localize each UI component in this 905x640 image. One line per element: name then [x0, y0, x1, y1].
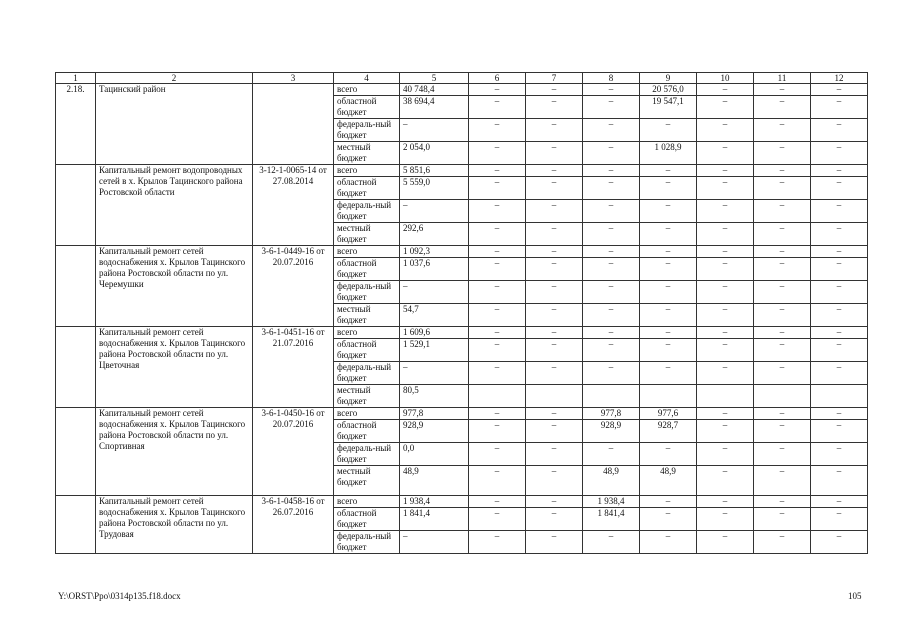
year-value: – [526, 408, 583, 420]
year-value: – [469, 142, 526, 165]
year-value: – [640, 200, 697, 223]
column-number-2: 2 [96, 73, 253, 84]
row-number [56, 408, 96, 496]
year-value: 1 938,4 [583, 496, 640, 508]
column-number-8: 8 [583, 73, 640, 84]
table-row [56, 496, 868, 508]
total-value: – [400, 200, 469, 223]
year-value: – [583, 165, 640, 177]
year-value [640, 385, 697, 408]
funding-source: местный бюджет [334, 223, 400, 246]
year-value: – [754, 327, 811, 339]
year-value: 48,9 [583, 466, 640, 496]
year-value: – [811, 327, 868, 339]
year-value: – [811, 223, 868, 246]
year-value: – [754, 443, 811, 466]
year-value: – [526, 177, 583, 200]
year-value: – [697, 531, 754, 554]
column-number-11: 11 [754, 73, 811, 84]
total-value: 292,6 [400, 223, 469, 246]
year-value: – [697, 466, 754, 496]
year-value: – [754, 531, 811, 554]
year-value: – [754, 496, 811, 508]
total-value: 1 938,4 [400, 496, 469, 508]
year-value: – [469, 119, 526, 142]
year-value: 928,9 [583, 420, 640, 443]
year-value: – [697, 362, 754, 385]
total-value: 38 694,4 [400, 96, 469, 119]
column-number-5: 5 [400, 73, 469, 84]
year-value: – [811, 84, 868, 96]
year-value: 977,6 [640, 408, 697, 420]
total-value: – [400, 119, 469, 142]
year-value: – [640, 362, 697, 385]
year-value: – [526, 339, 583, 362]
document-ref: 3-6-1-0451-16 от 21.07.2016 [253, 327, 334, 408]
year-value: – [583, 258, 640, 281]
year-value: – [469, 165, 526, 177]
year-value: – [583, 223, 640, 246]
funding-source: всего [334, 327, 400, 339]
year-value: – [697, 304, 754, 327]
total-value: 1 092,3 [400, 246, 469, 258]
year-value: – [640, 223, 697, 246]
year-value: – [526, 362, 583, 385]
year-value: – [469, 200, 526, 223]
year-value: – [526, 443, 583, 466]
year-value: – [469, 327, 526, 339]
row-number [56, 496, 96, 554]
year-value: – [811, 443, 868, 466]
year-value: – [583, 246, 640, 258]
funding-source: всего [334, 408, 400, 420]
year-value: – [469, 304, 526, 327]
year-value: – [811, 200, 868, 223]
total-value: 1 609,6 [400, 327, 469, 339]
budget-table [55, 72, 868, 554]
year-value: – [526, 142, 583, 165]
year-value: – [811, 177, 868, 200]
year-value: – [697, 281, 754, 304]
year-value: – [640, 165, 697, 177]
year-value: – [583, 142, 640, 165]
year-value: – [811, 531, 868, 554]
table-row [56, 246, 868, 258]
year-value: – [697, 223, 754, 246]
year-value: – [583, 84, 640, 96]
table-row [56, 327, 868, 339]
year-value: – [754, 96, 811, 119]
column-number-12: 12 [811, 73, 868, 84]
year-value: – [583, 443, 640, 466]
year-value [526, 385, 583, 408]
year-value: – [583, 281, 640, 304]
year-value: – [811, 246, 868, 258]
document-ref: 3-6-1-0449-16 от 20.07.2016 [253, 246, 334, 327]
year-value: – [640, 531, 697, 554]
year-value: – [469, 443, 526, 466]
year-value: – [640, 443, 697, 466]
year-value [811, 385, 868, 408]
table-row [56, 165, 868, 177]
year-value: – [754, 466, 811, 496]
page-number: 105 [848, 591, 862, 601]
year-value: – [526, 165, 583, 177]
funding-source: местный бюджет [334, 142, 400, 165]
document-ref [253, 84, 334, 165]
row-number [56, 327, 96, 408]
year-value: 19 547,1 [640, 96, 697, 119]
table-row [56, 84, 868, 96]
year-value: – [754, 281, 811, 304]
funding-source: местный бюджет [334, 385, 400, 408]
column-number-9: 9 [640, 73, 697, 84]
funding-source: областной бюджет [334, 96, 400, 119]
column-number-1: 1 [56, 73, 96, 84]
year-value: – [583, 327, 640, 339]
year-value: – [469, 420, 526, 443]
total-value: 0,0 [400, 443, 469, 466]
funding-source: областной бюджет [334, 177, 400, 200]
year-value: – [526, 96, 583, 119]
year-value: – [811, 420, 868, 443]
year-value: – [526, 327, 583, 339]
year-value: – [526, 246, 583, 258]
year-value: – [811, 496, 868, 508]
object-name: Капитальный ремонт сетей водоснабжения х. Крылов Тацинского района Ростовской области по ул. Черемушки [96, 246, 253, 327]
year-value: – [811, 466, 868, 496]
year-value: – [754, 84, 811, 96]
year-value: – [583, 531, 640, 554]
document-ref: 3-6-1-0458-16 от 26.07.2016 [253, 496, 334, 554]
year-value: – [754, 142, 811, 165]
year-value: – [754, 246, 811, 258]
funding-source: областной бюджет [334, 420, 400, 443]
column-number-4: 4 [334, 73, 400, 84]
year-value: – [697, 142, 754, 165]
total-value: 5 559,0 [400, 177, 469, 200]
year-value: 928,7 [640, 420, 697, 443]
year-value: 1 841,4 [583, 508, 640, 531]
year-value: – [469, 531, 526, 554]
year-value: – [640, 508, 697, 531]
row-number: 2.18. [56, 84, 96, 165]
year-value: – [526, 304, 583, 327]
funding-source: местный бюджет [334, 466, 400, 496]
year-value: – [811, 258, 868, 281]
funding-source: федераль-ный бюджет [334, 362, 400, 385]
year-value: – [469, 96, 526, 119]
document-ref: 3-12-1-0065-14 от 27.08.2014 [253, 165, 334, 246]
funding-source: местный бюджет [334, 304, 400, 327]
year-value: – [697, 443, 754, 466]
year-value: – [469, 508, 526, 531]
year-value: – [697, 420, 754, 443]
funding-source: федераль-ный бюджет [334, 281, 400, 304]
total-value: 1 841,4 [400, 508, 469, 531]
year-value: – [811, 508, 868, 531]
funding-source: всего [334, 496, 400, 508]
year-value: – [697, 119, 754, 142]
year-value: 48,9 [640, 466, 697, 496]
total-value: 40 748,4 [400, 84, 469, 96]
object-name: Капитальный ремонт водопроводных сетей в х. Крылов Тацинского района Ростовской области [96, 165, 253, 246]
column-number-3: 3 [253, 73, 334, 84]
year-value: 20 576,0 [640, 84, 697, 96]
funding-source: федераль-ный бюджет [334, 443, 400, 466]
object-name: Капитальный ремонт сетей водоснабжения х. Крылов Тацинского района Ростовской области по ул. Трудовая [96, 496, 253, 554]
year-value: – [754, 200, 811, 223]
year-value: – [640, 119, 697, 142]
year-value: – [754, 420, 811, 443]
year-value: – [526, 531, 583, 554]
year-value: – [469, 281, 526, 304]
funding-source: федераль-ный бюджет [334, 200, 400, 223]
funding-source: областной бюджет [334, 339, 400, 362]
year-value: – [754, 362, 811, 385]
header-row [56, 73, 868, 84]
total-value: 5 851,6 [400, 165, 469, 177]
year-value: – [469, 84, 526, 96]
year-value: – [754, 508, 811, 531]
year-value: – [697, 177, 754, 200]
year-value: 977,8 [583, 408, 640, 420]
year-value: – [526, 119, 583, 142]
file-path: Y:\ORST\Ppo\0314p135.f18.docx [58, 591, 181, 601]
year-value: – [469, 223, 526, 246]
year-value: – [697, 258, 754, 281]
total-value: 80,5 [400, 385, 469, 408]
column-number-6: 6 [469, 73, 526, 84]
year-value: – [754, 258, 811, 281]
document-ref: 3-6-1-0450-16 от 20.07.2016 [253, 408, 334, 496]
year-value: – [754, 119, 811, 142]
year-value: – [469, 246, 526, 258]
total-value: 1 529,1 [400, 339, 469, 362]
year-value: – [697, 200, 754, 223]
year-value: – [754, 165, 811, 177]
year-value: – [811, 362, 868, 385]
year-value: – [811, 281, 868, 304]
total-value: 977,8 [400, 408, 469, 420]
year-value: – [583, 96, 640, 119]
year-value: – [811, 339, 868, 362]
year-value: – [526, 200, 583, 223]
funding-source: всего [334, 84, 400, 96]
year-value: – [640, 281, 697, 304]
year-value: – [697, 246, 754, 258]
object-name: Капитальный ремонт сетей водоснабжения х. Крылов Тацинского района Ростовской области по ул. Цветочная [96, 327, 253, 408]
year-value: – [583, 362, 640, 385]
total-value: 48,9 [400, 466, 469, 496]
year-value: – [583, 304, 640, 327]
total-value: – [400, 362, 469, 385]
year-value: – [697, 508, 754, 531]
year-value: 1 028,9 [640, 142, 697, 165]
year-value: – [640, 246, 697, 258]
total-value: 2 054,0 [400, 142, 469, 165]
year-value [754, 385, 811, 408]
year-value: – [640, 304, 697, 327]
object-name: Капитальный ремонт сетей водоснабжения х. Крылов Тацинского района Ростовской области по ул. Спортивная [96, 408, 253, 496]
year-value: – [583, 339, 640, 362]
total-value: – [400, 531, 469, 554]
year-value: – [811, 165, 868, 177]
year-value: – [811, 304, 868, 327]
funding-source: федераль-ный бюджет [334, 119, 400, 142]
year-value: – [640, 258, 697, 281]
year-value: – [640, 339, 697, 362]
year-value [697, 385, 754, 408]
year-value: – [469, 177, 526, 200]
year-value: – [697, 165, 754, 177]
total-value: – [400, 281, 469, 304]
year-value: – [469, 339, 526, 362]
funding-source: областной бюджет [334, 508, 400, 531]
year-value: – [811, 96, 868, 119]
year-value: – [754, 408, 811, 420]
year-value: – [469, 408, 526, 420]
year-value: – [754, 177, 811, 200]
year-value: – [697, 84, 754, 96]
column-number-10: 10 [697, 73, 754, 84]
total-value: 928,9 [400, 420, 469, 443]
funding-source: областной бюджет [334, 258, 400, 281]
year-value: – [469, 362, 526, 385]
year-value: – [526, 508, 583, 531]
year-value: – [526, 496, 583, 508]
year-value: – [469, 496, 526, 508]
year-value: – [526, 258, 583, 281]
year-value [469, 385, 526, 408]
year-value: – [640, 177, 697, 200]
year-value: – [697, 496, 754, 508]
year-value: – [697, 339, 754, 362]
row-number [56, 165, 96, 246]
year-value: – [697, 327, 754, 339]
total-value: 1 037,6 [400, 258, 469, 281]
year-value: – [811, 408, 868, 420]
year-value: – [640, 496, 697, 508]
year-value: – [811, 142, 868, 165]
year-value: – [697, 408, 754, 420]
year-value: – [754, 339, 811, 362]
year-value: – [583, 177, 640, 200]
year-value: – [526, 84, 583, 96]
column-number-7: 7 [526, 73, 583, 84]
year-value: – [583, 200, 640, 223]
year-value: – [640, 327, 697, 339]
year-value: – [526, 223, 583, 246]
year-value: – [526, 281, 583, 304]
year-value: – [754, 223, 811, 246]
funding-source: всего [334, 246, 400, 258]
funding-source: федераль-ный бюджет [334, 531, 400, 554]
year-value: – [469, 466, 526, 496]
year-value: – [754, 304, 811, 327]
year-value: – [526, 466, 583, 496]
year-value: – [583, 119, 640, 142]
year-value: – [469, 258, 526, 281]
year-value: – [697, 96, 754, 119]
year-value: – [526, 420, 583, 443]
row-number [56, 246, 96, 327]
year-value [583, 385, 640, 408]
total-value: 54,7 [400, 304, 469, 327]
object-name: Тацинский район [96, 84, 253, 165]
year-value: – [811, 119, 868, 142]
funding-source: всего [334, 165, 400, 177]
table-row [56, 408, 868, 420]
